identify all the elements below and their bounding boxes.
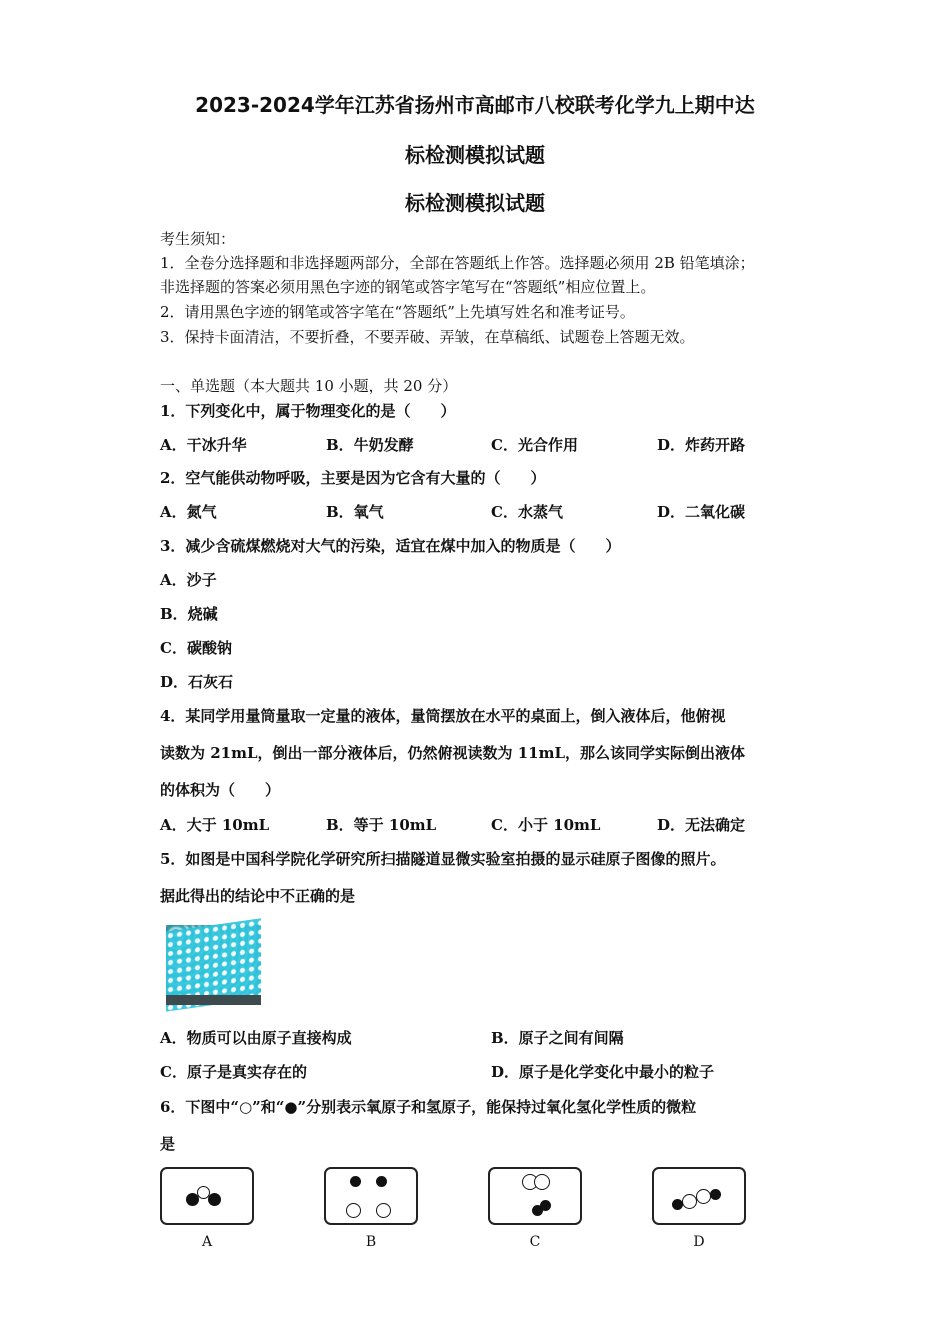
oxygen-atom [534, 1174, 550, 1190]
q1-option-a: A．干冰升华 [160, 436, 247, 454]
q2-option-b: B．氧气 [326, 503, 384, 521]
molecule-diagram-c [488, 1167, 582, 1225]
notice-item: 1．全卷分选择题和非选择题两部分，全部在答题纸上作答。选择题必须用 2B 铅笔填涂； [160, 254, 755, 272]
oxygen-atom [376, 1203, 391, 1218]
oxygen-atom [682, 1194, 697, 1209]
molecule-diagram-b [324, 1167, 418, 1225]
question-4-stem-line: 读数为 21mL，倒出一部分液体后，仍然俯视读数为 11mL，那么该同学实际倒出液体 [160, 744, 746, 762]
q5-option-d: D．原子是化学变化中最小的粒子 [491, 1063, 715, 1081]
page-title-line-1: 2023-2024学年江苏省扬州市高邮市八校联考化学九上期中达 [195, 93, 755, 117]
q3-option-c: C．碳酸钠 [160, 639, 232, 657]
notice-heading: 考生须知： [160, 230, 236, 248]
hydrogen-atom [540, 1200, 551, 1211]
q1-option-b: B．牛奶发酵 [326, 436, 414, 454]
molecule-label-c: C [529, 1234, 541, 1250]
q2-option-c: C．水蒸气 [491, 503, 563, 521]
page-title-line-2: 标检测模拟试题 [405, 143, 545, 167]
oxygen-atom [346, 1203, 361, 1218]
question-1-stem: 1．下列变化中，属于物理变化的是（ ） [160, 402, 456, 420]
question-4-stem-line: 4．某同学用量筒量取一定量的液体，量筒摆放在水平的桌面上，倒入液体后，他俯视 [160, 707, 726, 725]
q2-option-d: D．二氧化碳 [657, 503, 746, 521]
q5-option-a: A．物质可以由原子直接构成 [160, 1029, 352, 1047]
question-5-stem-line: 5．如图是中国科学院化学研究所扫描隧道显微实验室拍摄的显示硅原子图像的照片。 [160, 850, 726, 868]
question-6-stem-line: 是 [160, 1135, 176, 1153]
molecule-diagram-d [652, 1167, 746, 1225]
q4-option-d: D．无法确定 [657, 816, 746, 834]
question-2-stem: 2．空气能供动物呼吸，主要是因为它含有大量的（ ） [160, 469, 546, 487]
silicon-atom-photo [166, 925, 261, 1005]
notice-item: 3．保持卡面清洁，不要折叠，不要弄破、弄皱，在草稿纸、试题卷上答题无效。 [160, 328, 695, 346]
notice-item: 2．请用黑色字迹的钢笔或答字笔在“答题纸”上先填写姓名和准考证号。 [160, 303, 635, 321]
molecule-label-b: B [365, 1234, 377, 1250]
molecule-label-d: D [693, 1234, 705, 1250]
photo-base [166, 995, 261, 1005]
q4-option-c: C．小于 10mL [491, 816, 601, 834]
q3-option-d: D．石灰石 [160, 673, 234, 691]
section-heading: 一、单选题（本大题共 10 小题，共 20 分） [160, 377, 458, 395]
hydrogen-atom [208, 1193, 221, 1206]
q1-option-d: D．炸药开路 [657, 436, 746, 454]
q3-option-b: B．烧碱 [160, 605, 218, 623]
q3-option-a: A．沙子 [160, 571, 217, 589]
question-6-stem-line: 6．下图中“○”和“●”分别表示氧原子和氢原子，能保持过氧化氢化学性质的微粒 [160, 1098, 697, 1116]
molecule-diagram-a [160, 1167, 254, 1225]
hydrogen-atom [710, 1189, 721, 1200]
oxygen-atom [696, 1189, 711, 1204]
notice-item: 非选择题的答案必须用黑色字迹的钢笔或答字笔写在“答题纸”相应位置上。 [160, 278, 656, 296]
q4-option-b: B．等于 10mL [326, 816, 437, 834]
q5-option-b: B．原子之间有间隔 [491, 1029, 624, 1047]
hydrogen-atom [376, 1176, 387, 1187]
q1-option-c: C．光合作用 [491, 436, 578, 454]
question-3-stem: 3．减少含硫煤燃烧对大气的污染，适宜在煤中加入的物质是（ ） [160, 537, 621, 555]
molecule-label-a: A [201, 1234, 213, 1250]
question-5-stem-line: 据此得出的结论中不正确的是 [160, 887, 356, 905]
q5-option-c: C．原子是真实存在的 [160, 1063, 307, 1081]
question-4-stem-line: 的体积为（ ） [160, 781, 281, 799]
page-title-line-3: 标检测模拟试题 [405, 191, 545, 215]
hydrogen-atom [350, 1176, 361, 1187]
q4-option-a: A．大于 10mL [160, 816, 270, 834]
q2-option-a: A．氮气 [160, 503, 217, 521]
